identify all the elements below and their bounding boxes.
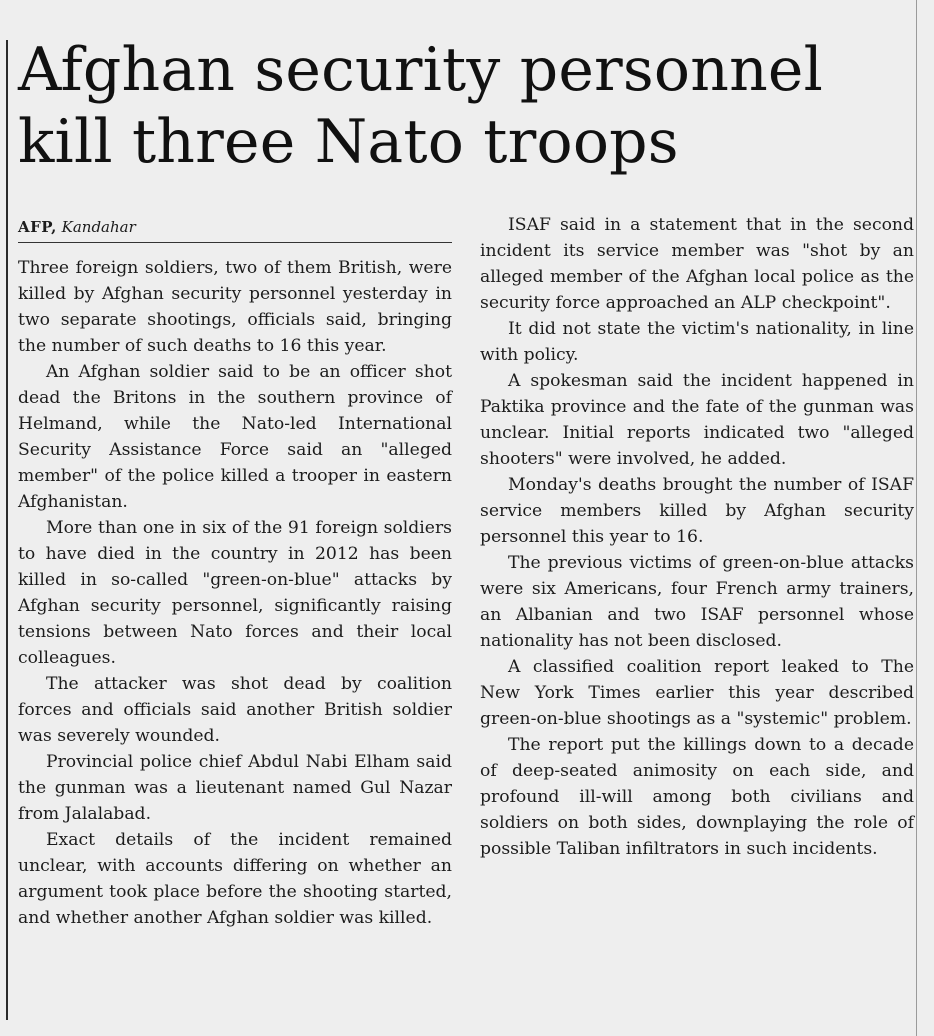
paragraph: A classified coalition report leaked to The New York Times earlier this year described green-on-blue shootings as a "systemic" problem. [480,657,914,729]
paragraph: ISAF said in a statement that in the second incident its service member was "shot by an alleged member of the Afghan local police as the security force approached an ALP checkpoint". [480,215,914,313]
paragraph: Monday's deaths brought the number of ISAF service members killed by Afghan security personnel this year to 16. [480,475,914,547]
article-column-left [18,214,452,931]
paragraph: The report put the killings down to a decade of deep-seated animosity on each side, and profound ill-will among both civilians and soldiers on both sides, downplaying the role of possible Taliban infiltrators in such incidents. [480,735,914,859]
byline-place: Kandahar [61,218,136,236]
paragraph: The previous victims of green-on-blue attacks were six Americans, four French army trainers, an Albanian and two ISAF personnel whose nationality has not been disclosed. [480,553,914,651]
paragraph: Three foreign soldiers, two of them British, were killed by Afghan security personnel yesterday in two separate shootings, officials said, bringing the number of such deaths to 16 this year. [18,258,452,356]
byline [18,214,452,243]
paragraph: Exact details of the incident remained unclear, with accounts differing on whether an argument took place before the shooting started, and whether another Afghan soldier was killed. [18,830,452,928]
left-border-rule [6,40,8,1020]
byline-agency: AFP, [18,218,57,236]
headline-line-2: kill three Nato troops [18,107,679,177]
paragraph: It did not state the victim's nationality, in line with policy. [480,319,914,365]
headline-line-1: Afghan security personnel [18,35,824,105]
paragraph: An Afghan soldier said to be an officer shot dead the Britons in the southern province of Helmand, while the Nato-led International Security Assistance Force said an "alleged member" of the police killed a trooper in eastern Afghanistan. [18,362,452,512]
headline [18,34,918,178]
paragraph: The attacker was shot dead by coalition forces and officials said another British soldier was severely wounded. [18,674,452,746]
paragraph: More than one in six of the 91 foreign soldiers to have died in the country in 2012 has been killed in so-called "green-on-blue" attacks by Afghan security personnel, significantly raising tensions between Nato forces and their local colleagues. [18,518,452,668]
paragraph: A spokesman said the incident happened in Paktika province and the fate of the gunman was unclear. Initial reports indicated two "alleged shooters" were involved, he added. [480,371,914,469]
article-column-right [480,212,914,862]
paragraph: Provincial police chief Abdul Nabi Elham said the gunman was a lieutenant named Gul Nazar from Jalalabad. [18,752,452,824]
